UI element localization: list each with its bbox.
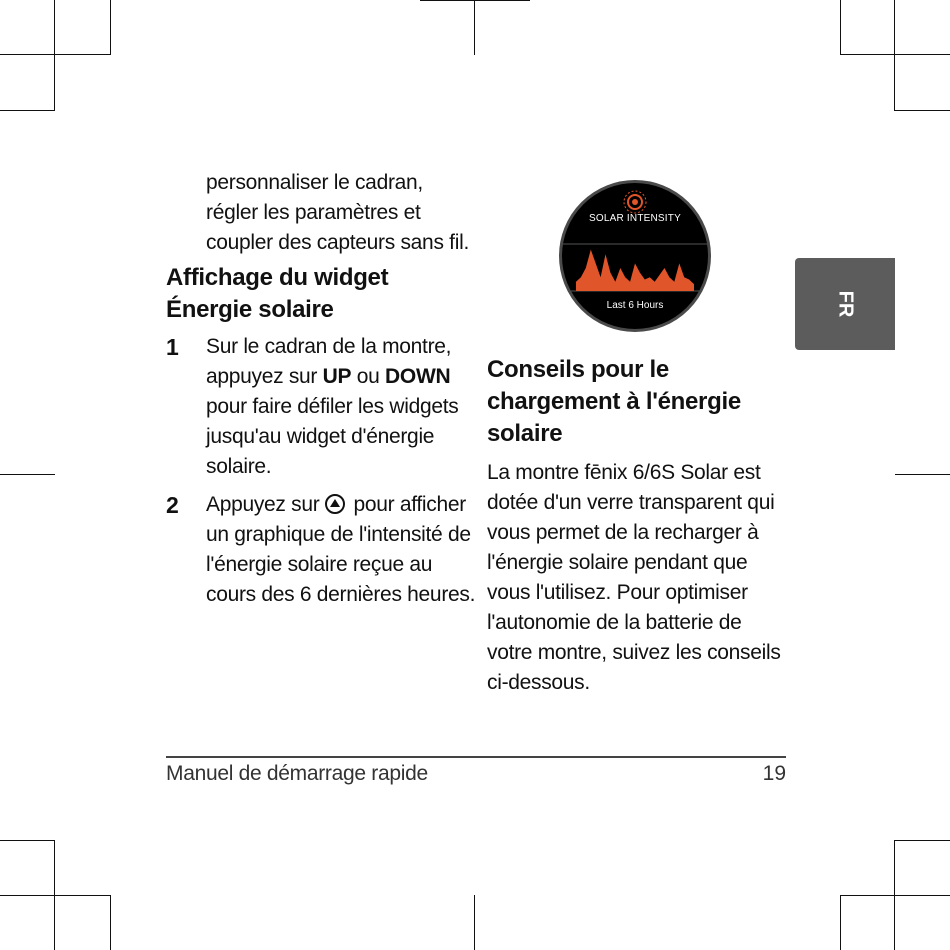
crop-mark [420, 0, 530, 1]
footer-title: Manuel de démarrage rapide [166, 762, 428, 785]
step-text-part: pour faire défiler les widgets jusqu'au widget d'énergie solaire. [206, 395, 459, 478]
step-text [206, 490, 476, 610]
right-column [487, 168, 787, 698]
start-button-icon [325, 494, 345, 514]
crop-mark [894, 110, 950, 111]
crop-mark [474, 0, 475, 55]
crop-mark [110, 895, 111, 950]
step-item [166, 490, 476, 610]
crop-mark [0, 54, 110, 55]
solar-intensity-area [576, 250, 694, 291]
section-heading: Affichage du widget Énergie solaire [166, 264, 389, 323]
watch-illustration [487, 168, 787, 348]
up-key-label: UP [322, 365, 352, 388]
crop-mark [54, 0, 55, 110]
watch-title: SOLAR INTENSITY [589, 213, 681, 224]
watch-footer: Last 6 Hours [606, 300, 664, 311]
step-number: 2 [166, 492, 179, 518]
step-text-part: Sur le cadran de la montre, appuyez sur [206, 335, 452, 388]
step-text [206, 332, 476, 482]
sun-icon [624, 191, 646, 213]
crop-mark [0, 840, 55, 841]
continuation-paragraph: personnaliser le cadran, régler les paramètres et coupler des capteurs sans fil. [206, 171, 469, 254]
crop-mark [0, 474, 55, 475]
step-text-part: pour afficher un graphique de l'intensité de l'énergie solaire reçue au cours des 6 dernières heures. [206, 493, 476, 606]
page-number: 19 [762, 762, 786, 785]
steps-list [166, 332, 476, 610]
crop-mark [110, 0, 111, 55]
language-tab-label: FR [834, 290, 857, 318]
step-number: 1 [166, 334, 179, 360]
tips-heading: Conseils pour le chargement à l'énergie solaire [487, 356, 741, 447]
crop-mark [0, 110, 55, 111]
crop-mark [895, 840, 950, 841]
crop-mark [0, 895, 110, 896]
down-key-label: DOWN [385, 365, 451, 388]
watch-face [559, 180, 711, 332]
tips-paragraph: La montre fēnix 6/6S Solar est dotée d'un verre transparent qui vous permet de la recharger à l'énergie solaire pendant que vous l'utilisez. Pour optimiser l'autonomie de la batterie de votre montre, suivez les conseils ci-dessous. [487, 461, 781, 694]
crop-mark [840, 895, 841, 950]
step-text-part: ou [351, 365, 386, 388]
crop-mark [840, 895, 950, 896]
language-tab [795, 258, 895, 350]
crop-mark [474, 895, 475, 950]
crop-mark [840, 54, 950, 55]
crop-mark [894, 0, 895, 110]
left-column [166, 168, 476, 618]
crop-mark [840, 0, 841, 55]
crop-mark [895, 474, 950, 475]
footer-rule [166, 756, 786, 758]
step-text-part: Appuyez sur [206, 493, 325, 516]
step-item [166, 332, 476, 482]
